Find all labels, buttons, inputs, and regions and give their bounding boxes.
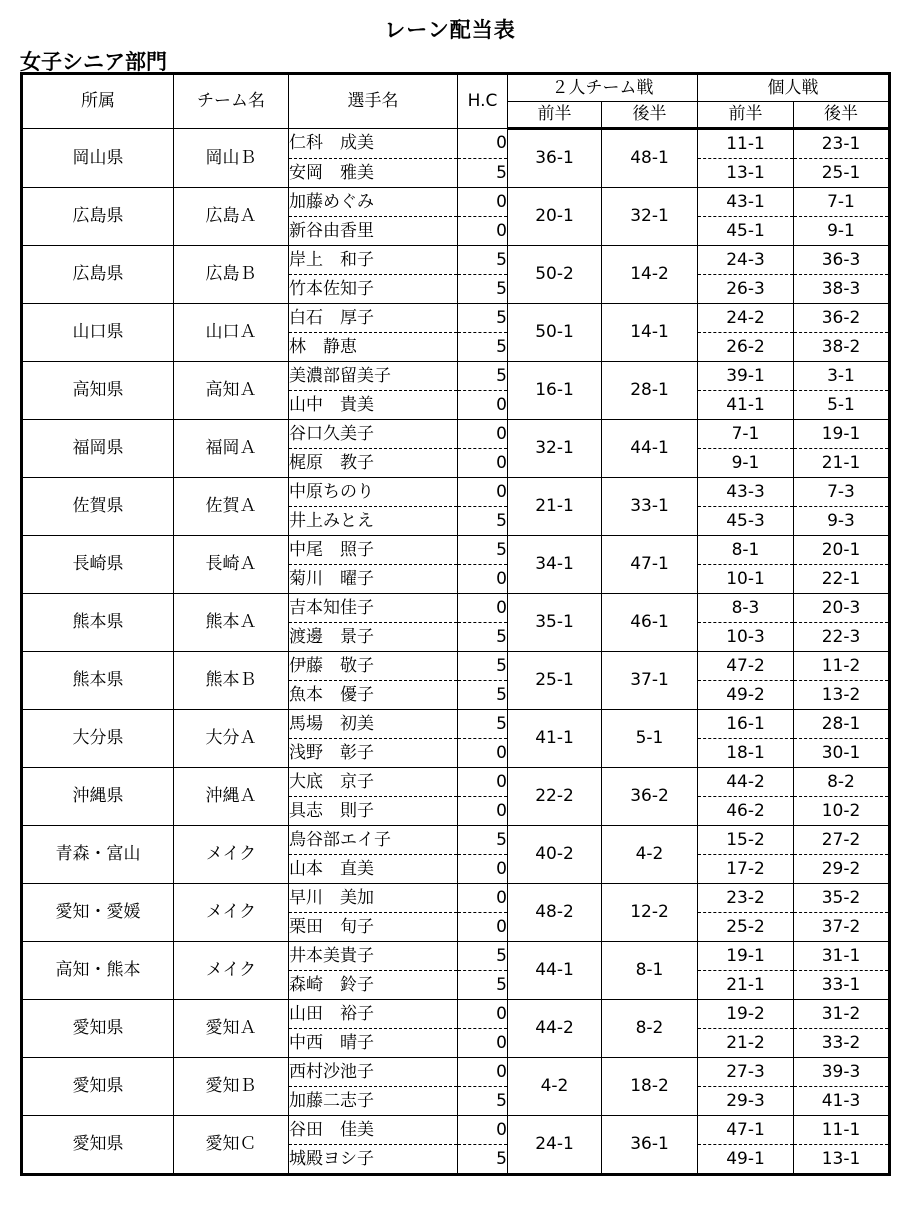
team-name-cell: メイク	[174, 826, 289, 884]
header-hc: H.C	[458, 74, 508, 129]
table-row	[22, 768, 890, 797]
affiliation-cell: 沖縄県	[22, 768, 174, 826]
individual-second-half-cell: 27-2	[794, 826, 890, 855]
player-name-cell: 中西 晴子	[289, 1029, 458, 1058]
player-name-cell: 山田 裕子	[289, 1000, 458, 1029]
individual-first-half-cell: 43-3	[698, 478, 794, 507]
team-name-cell: 広島Ａ	[174, 188, 289, 246]
player-name-cell: 大底 京子	[289, 768, 458, 797]
player-name-cell: 竹本佐知子	[289, 275, 458, 304]
player-name-cell: 山本 直美	[289, 855, 458, 884]
hc-cell: 0	[458, 855, 508, 884]
pair-first-half-cell: 35-1	[508, 594, 602, 652]
individual-second-half-cell: 31-2	[794, 1000, 890, 1029]
individual-second-half-cell: 13-1	[794, 1145, 890, 1175]
team-name-cell: 岡山Ｂ	[174, 129, 289, 188]
pair-first-half-cell: 40-2	[508, 826, 602, 884]
individual-second-half-cell: 30-1	[794, 739, 890, 768]
individual-second-half-cell: 33-2	[794, 1029, 890, 1058]
team-name-cell: 佐賀Ａ	[174, 478, 289, 536]
player-name-cell: 吉本知佳子	[289, 594, 458, 623]
affiliation-cell: 愛知県	[22, 1116, 174, 1175]
individual-first-half-cell: 10-1	[698, 565, 794, 594]
table-row	[22, 129, 890, 159]
individual-first-half-cell: 43-1	[698, 188, 794, 217]
hc-cell: 0	[458, 739, 508, 768]
header-pair-first-half: 前半	[508, 102, 602, 129]
pair-first-half-cell: 34-1	[508, 536, 602, 594]
hc-cell: 5	[458, 536, 508, 565]
hc-cell: 5	[458, 623, 508, 652]
affiliation-cell: 佐賀県	[22, 478, 174, 536]
individual-first-half-cell: 9-1	[698, 449, 794, 478]
player-name-cell: 馬場 初美	[289, 710, 458, 739]
individual-first-half-cell: 19-2	[698, 1000, 794, 1029]
affiliation-cell: 大分県	[22, 710, 174, 768]
individual-second-half-cell: 20-1	[794, 536, 890, 565]
pair-first-half-cell: 24-1	[508, 1116, 602, 1175]
pair-first-half-cell: 48-2	[508, 884, 602, 942]
hc-cell: 0	[458, 1116, 508, 1145]
individual-first-half-cell: 8-1	[698, 536, 794, 565]
individual-first-half-cell: 26-2	[698, 333, 794, 362]
hc-cell: 5	[458, 1145, 508, 1175]
player-name-cell: 岸上 和子	[289, 246, 458, 275]
pair-second-half-cell: 14-1	[602, 304, 698, 362]
player-name-cell: 栗田 旬子	[289, 913, 458, 942]
affiliation-cell: 熊本県	[22, 652, 174, 710]
player-name-cell: 谷口久美子	[289, 420, 458, 449]
header-pair-second-half: 後半	[602, 102, 698, 129]
pair-first-half-cell: 44-2	[508, 1000, 602, 1058]
individual-second-half-cell: 22-3	[794, 623, 890, 652]
pair-second-half-cell: 32-1	[602, 188, 698, 246]
individual-first-half-cell: 21-2	[698, 1029, 794, 1058]
pair-first-half-cell: 20-1	[508, 188, 602, 246]
individual-second-half-cell: 29-2	[794, 855, 890, 884]
table-row	[22, 1116, 890, 1145]
affiliation-cell: 広島県	[22, 246, 174, 304]
individual-first-half-cell: 47-2	[698, 652, 794, 681]
table-row	[22, 362, 890, 391]
player-name-cell: 浅野 彰子	[289, 739, 458, 768]
pair-first-half-cell: 36-1	[508, 129, 602, 188]
team-name-cell: 熊本Ａ	[174, 594, 289, 652]
team-name-cell: 広島Ｂ	[174, 246, 289, 304]
hc-cell: 0	[458, 594, 508, 623]
individual-first-half-cell: 18-1	[698, 739, 794, 768]
player-name-cell: 鳥谷部エイ子	[289, 826, 458, 855]
hc-cell: 0	[458, 768, 508, 797]
individual-first-half-cell: 44-2	[698, 768, 794, 797]
player-name-cell: 西村沙池子	[289, 1058, 458, 1087]
team-name-cell: メイク	[174, 884, 289, 942]
hc-cell: 0	[458, 449, 508, 478]
hc-cell: 0	[458, 188, 508, 217]
individual-first-half-cell: 23-2	[698, 884, 794, 913]
hc-cell: 5	[458, 971, 508, 1000]
pair-second-half-cell: 18-2	[602, 1058, 698, 1116]
hc-cell: 5	[458, 1087, 508, 1116]
table-row	[22, 884, 890, 913]
player-name-cell: 伊藤 敬子	[289, 652, 458, 681]
hc-cell: 5	[458, 362, 508, 391]
affiliation-cell: 熊本県	[22, 594, 174, 652]
hc-cell: 5	[458, 304, 508, 333]
individual-second-half-cell: 13-2	[794, 681, 890, 710]
team-name-cell: 沖縄Ａ	[174, 768, 289, 826]
individual-second-half-cell: 22-1	[794, 565, 890, 594]
player-name-cell: 山中 貴美	[289, 391, 458, 420]
hc-cell: 0	[458, 129, 508, 159]
individual-first-half-cell: 49-1	[698, 1145, 794, 1175]
pair-first-half-cell: 16-1	[508, 362, 602, 420]
individual-second-half-cell: 31-1	[794, 942, 890, 971]
team-name-cell: 愛知Ａ	[174, 1000, 289, 1058]
table-body	[22, 129, 890, 1175]
hc-cell: 0	[458, 1029, 508, 1058]
individual-second-half-cell: 8-2	[794, 768, 890, 797]
pair-first-half-cell: 21-1	[508, 478, 602, 536]
pair-first-half-cell: 22-2	[508, 768, 602, 826]
table-row	[22, 942, 890, 971]
pair-second-half-cell: 8-2	[602, 1000, 698, 1058]
hc-cell: 5	[458, 507, 508, 536]
header-individual-first-half: 前半	[698, 102, 794, 129]
team-name-cell: 愛知Ｃ	[174, 1116, 289, 1175]
individual-second-half-cell: 21-1	[794, 449, 890, 478]
individual-first-half-cell: 16-1	[698, 710, 794, 739]
player-name-cell: 魚本 優子	[289, 681, 458, 710]
individual-first-half-cell: 45-1	[698, 217, 794, 246]
affiliation-cell: 高知・熊本	[22, 942, 174, 1000]
individual-first-half-cell: 24-2	[698, 304, 794, 333]
player-name-cell: 梶原 教子	[289, 449, 458, 478]
affiliation-cell: 広島県	[22, 188, 174, 246]
affiliation-cell: 愛知・愛媛	[22, 884, 174, 942]
table-row	[22, 594, 890, 623]
header-player: 選手名	[289, 74, 458, 129]
pair-second-half-cell: 36-2	[602, 768, 698, 826]
individual-first-half-cell: 41-1	[698, 391, 794, 420]
individual-first-half-cell: 24-3	[698, 246, 794, 275]
pair-first-half-cell: 25-1	[508, 652, 602, 710]
player-name-cell: 美濃部留美子	[289, 362, 458, 391]
table-row	[22, 710, 890, 739]
header-individual-second-half: 後半	[794, 102, 890, 129]
individual-first-half-cell: 13-1	[698, 159, 794, 188]
table-row	[22, 246, 890, 275]
individual-first-half-cell: 45-3	[698, 507, 794, 536]
page-title: レーン配当表	[384, 18, 516, 42]
hc-cell: 0	[458, 391, 508, 420]
individual-first-half-cell: 15-2	[698, 826, 794, 855]
player-name-cell: 井本美貴子	[289, 942, 458, 971]
table-row	[22, 652, 890, 681]
player-name-cell: 城殿ヨシ子	[289, 1145, 458, 1175]
team-name-cell: 大分Ａ	[174, 710, 289, 768]
pair-second-half-cell: 37-1	[602, 652, 698, 710]
table-row	[22, 304, 890, 333]
pair-first-half-cell: 50-2	[508, 246, 602, 304]
team-name-cell: 福岡Ａ	[174, 420, 289, 478]
player-name-cell: 仁科 成美	[289, 129, 458, 159]
team-name-cell: 山口Ａ	[174, 304, 289, 362]
individual-second-half-cell: 11-2	[794, 652, 890, 681]
team-name-cell: メイク	[174, 942, 289, 1000]
hc-cell: 5	[458, 333, 508, 362]
individual-second-half-cell: 41-3	[794, 1087, 890, 1116]
player-name-cell: 中原ちのり	[289, 478, 458, 507]
individual-second-half-cell: 5-1	[794, 391, 890, 420]
player-name-cell: 谷田 佳美	[289, 1116, 458, 1145]
pair-first-half-cell: 41-1	[508, 710, 602, 768]
pair-first-half-cell: 50-1	[508, 304, 602, 362]
pair-second-half-cell: 8-1	[602, 942, 698, 1000]
individual-second-half-cell: 10-2	[794, 797, 890, 826]
hc-cell: 5	[458, 826, 508, 855]
pair-second-half-cell: 28-1	[602, 362, 698, 420]
table-row	[22, 1058, 890, 1087]
player-name-cell: 井上みとえ	[289, 507, 458, 536]
individual-second-half-cell: 9-3	[794, 507, 890, 536]
hc-cell: 5	[458, 159, 508, 188]
table-row	[22, 1000, 890, 1029]
individual-second-half-cell: 19-1	[794, 420, 890, 449]
player-name-cell: 林 静恵	[289, 333, 458, 362]
team-name-cell: 高知Ａ	[174, 362, 289, 420]
pair-second-half-cell: 33-1	[602, 478, 698, 536]
affiliation-cell: 青森・富山	[22, 826, 174, 884]
hc-cell: 0	[458, 913, 508, 942]
individual-first-half-cell: 27-3	[698, 1058, 794, 1087]
individual-first-half-cell: 21-1	[698, 971, 794, 1000]
individual-first-half-cell: 25-2	[698, 913, 794, 942]
hc-cell: 5	[458, 652, 508, 681]
individual-first-half-cell: 7-1	[698, 420, 794, 449]
player-name-cell: 具志 則子	[289, 797, 458, 826]
team-name-cell: 長崎Ａ	[174, 536, 289, 594]
individual-second-half-cell: 28-1	[794, 710, 890, 739]
pair-second-half-cell: 14-2	[602, 246, 698, 304]
pair-second-half-cell: 48-1	[602, 129, 698, 188]
player-name-cell: 新谷由香里	[289, 217, 458, 246]
individual-second-half-cell: 11-1	[794, 1116, 890, 1145]
individual-first-half-cell: 17-2	[698, 855, 794, 884]
pair-first-half-cell: 4-2	[508, 1058, 602, 1116]
table-row	[22, 420, 890, 449]
individual-second-half-cell: 25-1	[794, 159, 890, 188]
individual-second-half-cell: 35-2	[794, 884, 890, 913]
affiliation-cell: 愛知県	[22, 1000, 174, 1058]
individual-second-half-cell: 33-1	[794, 971, 890, 1000]
table-row	[22, 188, 890, 217]
pair-second-half-cell: 44-1	[602, 420, 698, 478]
individual-first-half-cell: 46-2	[698, 797, 794, 826]
individual-second-half-cell: 36-3	[794, 246, 890, 275]
affiliation-cell: 山口県	[22, 304, 174, 362]
hc-cell: 0	[458, 1000, 508, 1029]
hc-cell: 0	[458, 420, 508, 449]
pair-second-half-cell: 4-2	[602, 826, 698, 884]
pair-second-half-cell: 36-1	[602, 1116, 698, 1175]
pair-first-half-cell: 44-1	[508, 942, 602, 1000]
hc-cell: 0	[458, 565, 508, 594]
affiliation-cell: 愛知県	[22, 1058, 174, 1116]
player-name-cell: 渡邊 景子	[289, 623, 458, 652]
individual-second-half-cell: 39-3	[794, 1058, 890, 1087]
affiliation-cell: 福岡県	[22, 420, 174, 478]
individual-first-half-cell: 10-3	[698, 623, 794, 652]
table-row	[22, 478, 890, 507]
hc-cell: 5	[458, 942, 508, 971]
individual-second-half-cell: 38-2	[794, 333, 890, 362]
individual-first-half-cell: 39-1	[698, 362, 794, 391]
player-name-cell: 加藤めぐみ	[289, 188, 458, 217]
affiliation-cell: 長崎県	[22, 536, 174, 594]
player-name-cell: 白石 厚子	[289, 304, 458, 333]
pair-second-half-cell: 46-1	[602, 594, 698, 652]
player-name-cell: 早川 美加	[289, 884, 458, 913]
player-name-cell: 菊川 曜子	[289, 565, 458, 594]
header-affiliation: 所属	[22, 74, 174, 129]
hc-cell: 5	[458, 681, 508, 710]
individual-second-half-cell: 23-1	[794, 129, 890, 159]
individual-second-half-cell: 9-1	[794, 217, 890, 246]
individual-first-half-cell: 26-3	[698, 275, 794, 304]
pair-first-half-cell: 32-1	[508, 420, 602, 478]
player-name-cell: 安岡 雅美	[289, 159, 458, 188]
player-name-cell: 中尾 照子	[289, 536, 458, 565]
hc-cell: 0	[458, 797, 508, 826]
individual-second-half-cell: 36-2	[794, 304, 890, 333]
individual-first-half-cell: 11-1	[698, 129, 794, 159]
individual-first-half-cell: 47-1	[698, 1116, 794, 1145]
hc-cell: 0	[458, 478, 508, 507]
individual-first-half-cell: 29-3	[698, 1087, 794, 1116]
header-individual: 個人戦	[698, 74, 890, 102]
lane-assignment-table	[20, 72, 891, 1176]
pair-second-half-cell: 47-1	[602, 536, 698, 594]
hc-cell: 0	[458, 884, 508, 913]
affiliation-cell: 岡山県	[22, 129, 174, 188]
individual-second-half-cell: 20-3	[794, 594, 890, 623]
hc-cell: 0	[458, 1058, 508, 1087]
individual-second-half-cell: 7-1	[794, 188, 890, 217]
header-team: チーム名	[174, 74, 289, 129]
pair-second-half-cell: 12-2	[602, 884, 698, 942]
team-name-cell: 熊本Ｂ	[174, 652, 289, 710]
header-pair-battle: ２人チーム戦	[508, 74, 698, 102]
player-name-cell: 加藤二志子	[289, 1087, 458, 1116]
individual-first-half-cell: 19-1	[698, 942, 794, 971]
table-row	[22, 536, 890, 565]
individual-second-half-cell: 37-2	[794, 913, 890, 942]
section-title: 女子シニア部門	[20, 50, 167, 74]
affiliation-cell: 高知県	[22, 362, 174, 420]
hc-cell: 5	[458, 246, 508, 275]
hc-cell: 0	[458, 217, 508, 246]
hc-cell: 5	[458, 275, 508, 304]
pair-second-half-cell: 5-1	[602, 710, 698, 768]
individual-second-half-cell: 38-3	[794, 275, 890, 304]
individual-first-half-cell: 49-2	[698, 681, 794, 710]
hc-cell: 5	[458, 710, 508, 739]
player-name-cell: 森崎 鈴子	[289, 971, 458, 1000]
individual-second-half-cell: 7-3	[794, 478, 890, 507]
individual-first-half-cell: 8-3	[698, 594, 794, 623]
individual-second-half-cell: 3-1	[794, 362, 890, 391]
table-row	[22, 826, 890, 855]
team-name-cell: 愛知Ｂ	[174, 1058, 289, 1116]
